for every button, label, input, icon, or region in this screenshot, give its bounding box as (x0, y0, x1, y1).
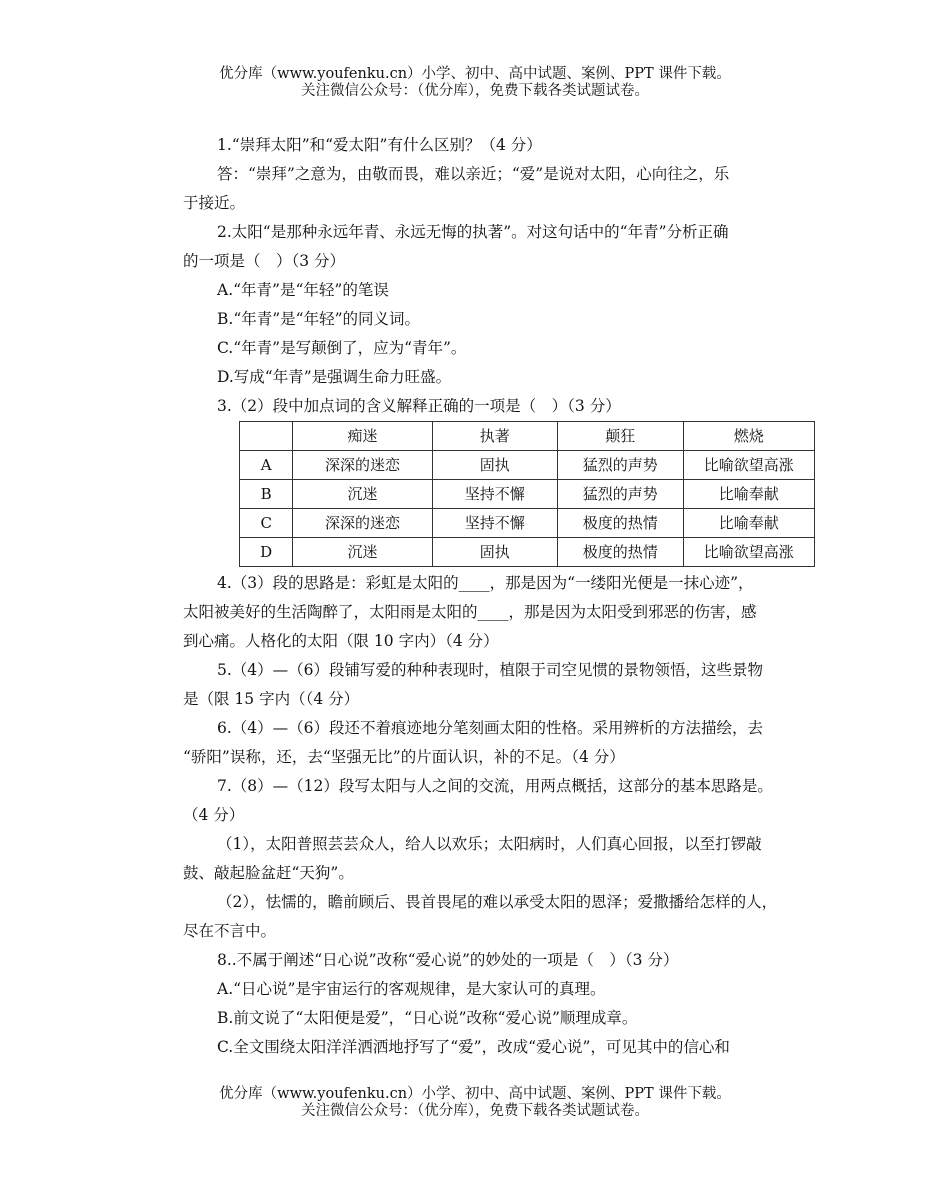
question-2-line-1: 2.太阳“是那种永远年青、永远无悔的执著”。对这句话中的“年青”分析正确 (217, 223, 729, 241)
question-4-line-2: 太阳被美好的生活陶醉了，太阳雨是太阳的____，那是因为太阳受到邪恶的伤害，感 (183, 603, 757, 621)
question-8-option-b: B.前文说了“太阳便是爱”，“日心说”改称“爱心说”顺理成章。 (217, 1009, 638, 1027)
question-6-line-2: “骄阳”误称，还，去“坚强无比”的片面认识，补的不足。（4 分） (183, 748, 625, 766)
table-cell: B (240, 480, 293, 509)
question-2-option-d: D.写成“年青”是强调生命力旺盛。 (217, 368, 452, 386)
table-cell: A (240, 451, 293, 480)
question-8: 8..不属于阐述“日心说”改称“爱心说”的妙处的一项是（ ）（3 分） (217, 951, 679, 969)
question-2-option-b: B.“年青”是“年轻”的同义词。 (217, 310, 421, 328)
question-8-option-c: C.全文围绕太阳洋洋洒洒地抒写了“爱”，改成“爱心说”，可见其中的信心和 (217, 1038, 730, 1056)
table-cell: 比喻奉献 (683, 509, 814, 538)
question-4-line-3: 到心痛。人格化的太阳（限 10 字内）（4 分） (183, 632, 499, 650)
question-7-part-2-line-1: （2），怯懦的，瞻前顾后、畏首畏尾的难以承受太阳的恩泽；爱撒播给怎样的人， (217, 893, 778, 911)
table-cell: 极度的热情 (557, 538, 683, 567)
header-line-1: 优分库（www.youfenku.cn）小学、初中、高中试题、案例、PPT 课件下载。 (219, 66, 731, 82)
table-row (240, 509, 815, 538)
question-5-line-1: 5.（4）—（6）段铺写爱的种种表现时，植限于司空见惯的景物领悟，这些景物 (217, 661, 764, 679)
table-cell: 坚持不懈 (432, 509, 557, 538)
table-row (240, 451, 815, 480)
table-header-cell: 痴迷 (293, 422, 432, 451)
table-header-cell: 颠狂 (557, 422, 683, 451)
page-header (0, 66, 950, 100)
table-cell: 猛烈的声势 (557, 451, 683, 480)
table-cell: 坚持不懈 (432, 480, 557, 509)
table-cell: 沉迷 (293, 538, 432, 567)
table-cell: D (240, 538, 293, 567)
table-row (240, 538, 815, 567)
table-header-row (240, 422, 815, 451)
question-7-part-1-line-1: （1），太阳普照芸芸众人，给人以欢乐；太阳病时，人们真心回报，以至打锣敲 (217, 835, 762, 853)
question-3: 3.（2）段中加点词的含义解释正确的一项是（ ）（3 分） (217, 397, 621, 415)
question-7-part-1-line-2: 鼓、敲起脸盆赶“天狗”。 (183, 864, 354, 882)
question-2-option-a: A.“年青”是“年轻”的笔误 (217, 281, 389, 299)
table-cell: 极度的热情 (557, 509, 683, 538)
question-2-option-c: C.“年青”是写颠倒了，应为“青年”。 (217, 339, 467, 357)
table-cell: 沉迷 (293, 480, 432, 509)
table-row (240, 480, 815, 509)
table-cell: 深深的迷恋 (293, 509, 432, 538)
question-7-line-2: （4 分） (183, 806, 245, 824)
answer-1-line-1: 答：“崇拜”之意为，由敬而畏，难以亲近；“爱”是说对太阳，心向往之，乐 (217, 165, 730, 183)
footer-line-2: 关注微信公众号：（优分库），免费下载各类试题试卷。 (301, 1103, 649, 1119)
page-footer (0, 1086, 950, 1120)
question-4-line-1: 4.（3）段的思路是：彩虹是太阳的____，那是因为“一缕阳光便是一抹心迹”， (217, 574, 754, 592)
table-cell: C (240, 509, 293, 538)
table-header-cell: 执著 (432, 422, 557, 451)
table-header-cell: 燃烧 (683, 422, 814, 451)
question-7-part-2-line-2: 尽在不言中。 (183, 922, 277, 940)
question-3-table (239, 421, 815, 567)
question-6-line-1: 6.（4）—（6）段还不着痕迹地分笔刻画太阳的性格。采用辨析的方法描绘，去 (217, 719, 764, 737)
table-cell: 比喻欲望高涨 (683, 451, 814, 480)
header-line-2: 关注微信公众号：（优分库），免费下载各类试题试卷。 (301, 83, 649, 99)
question-8-option-a: A.“日心说”是宇宙运行的客观规律，是大家认可的真理。 (217, 980, 606, 998)
answer-1-line-2: 于接近。 (183, 194, 246, 212)
table-cell: 固执 (432, 538, 557, 567)
table-cell: 比喻欲望高涨 (683, 538, 814, 567)
question-2-line-2: 的一项是（ ）（3 分） (183, 252, 346, 270)
question-5-line-2: 是（限 15 字内（（4 分） (183, 690, 360, 708)
table-cell: 比喻奉献 (683, 480, 814, 509)
table-cell: 深深的迷恋 (293, 451, 432, 480)
document-body (183, 131, 815, 1062)
table-header-cell (240, 422, 293, 451)
question-1: 1.“崇拜太阳”和“爱太阳”有什么区别？（4 分） (217, 136, 542, 154)
question-7-line-1: 7.（8）—（12）段写太阳与人之间的交流，用两点概括，这部分的基本思路是。 (217, 777, 773, 795)
table-cell: 固执 (432, 451, 557, 480)
table-cell: 猛烈的声势 (557, 480, 683, 509)
footer-line-1: 优分库（www.youfenku.cn）小学、初中、高中试题、案例、PPT 课件下载。 (219, 1086, 731, 1102)
